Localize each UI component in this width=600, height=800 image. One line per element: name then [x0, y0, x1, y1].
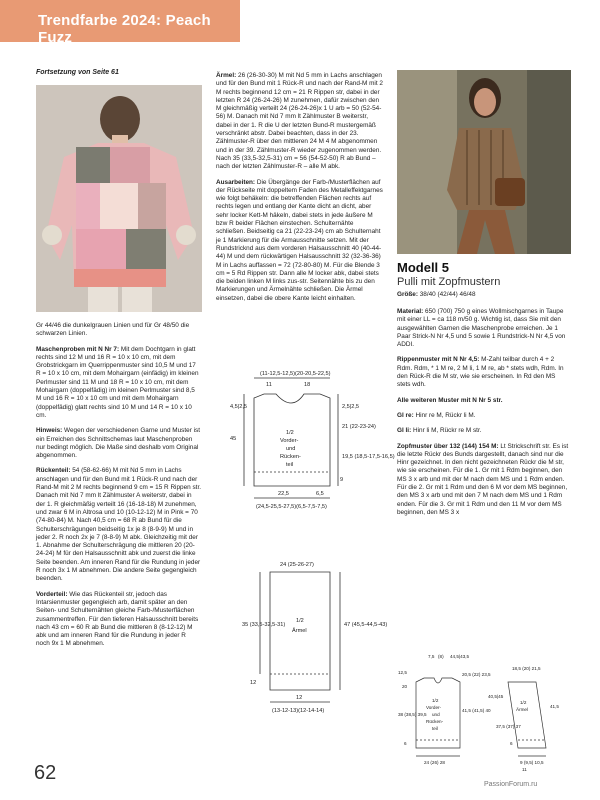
column-left — [36, 322, 201, 656]
schema3-label-1: 1/2 — [432, 698, 439, 703]
schema2-rib: 12 — [250, 680, 257, 686]
col3-para-1 — [397, 308, 569, 349]
schema4-label-1: 1/2 — [520, 700, 527, 705]
schema3-left-2: 20 — [402, 684, 408, 689]
col2-para-2 — [216, 179, 384, 303]
section-banner — [0, 0, 240, 46]
schema2-label-1: 1/2 — [296, 618, 304, 624]
schema3-rib: 6 — [404, 741, 407, 746]
schema-sleeve — [240, 556, 388, 726]
schema3-left-3: 38 (38,5) 39,5 — [398, 712, 427, 717]
col2-para-2-text: Die Übergänge der Farb-/Musterflächen auf der Rückseite mit doppeltem Faden des Metalleffektgarnes wie folgt behäkeln: die betreffenden Flächen rechts auf rechts legen und entlang der Kante dicht an dicht, aber sehr locker Kett-M häkeln, dabei stets in jede äußere M bzw R beider Flächen einstechen. Schulternähte schließen. Beidseitig ca 21 (22-23-24) cm ab Schulternaht je 1 Markierung für die Armausschnitte setzen. Mit der Rundstricknd aus dem vorderen Halsausschnitt 40 (40-44-44) M und dem rückwärtigen Halsausschnitt 32 (32-36-36) M in Lachs auffassen = 72 (72-80-80) M. Für die Blende 3 cm = 5 Rd Rippen str. Dann alle M locker abk, dabei stets die beiden linken M links zus-str. Seitennähte bis zu den Markierungen und Ärmelnähte schließen. Die Ärmel einsetzen, dabei die obere Kante leicht einhalten. — [216, 178, 383, 302]
schema1-label-2: Vorder- — [280, 438, 299, 444]
col2-para-1-heading: Ärmel: — [216, 72, 237, 79]
schema4-mid: 37,5 (37) 37 — [496, 724, 521, 729]
col1-para-2 — [36, 346, 201, 421]
sweater-back-illustration — [36, 85, 202, 312]
size-label: Größe: — [397, 291, 418, 298]
schema3-right-1: 20,5 (22) 23,5 — [462, 672, 491, 677]
schema4-right: 41,5 — [550, 704, 559, 709]
schema3-label-3: und — [432, 712, 440, 717]
col3-para-6-heading: Zopfmuster über 132 (144) 154 M: — [397, 442, 499, 450]
schema4-rib: 6 — [510, 741, 513, 746]
schema1-right-low: 19,5 (18,5-17,5-16,5) — [342, 454, 395, 460]
continuation-note: Fortsetzung von Seite 61 — [36, 69, 119, 76]
footer-watermark: PassionForum.ru — [484, 781, 538, 788]
col3-para-3 — [397, 397, 569, 405]
col3-para-5-text: Hinr li M, Rückr re M str. — [411, 427, 482, 435]
schema3-top-2: (8) — [438, 654, 444, 659]
schema1-label-5: teil — [286, 462, 294, 468]
model-photo — [397, 70, 571, 254]
schema2-left: 35 (33,5-32,5-31) — [242, 622, 286, 628]
schema1-label-1: 1/2 — [286, 430, 294, 436]
schema1-rib: 9 — [340, 477, 344, 483]
col2-para-1 — [216, 72, 384, 172]
schema4-label-2: Ärmel — [516, 707, 528, 712]
schema4-top: 18,5 (20) 21,5 — [512, 666, 541, 671]
col1-para-5-text: Wie das Rückenteil str, jedoch das Intarsienmuster gegengleich arb, damit später an den Seiten- und Schulternähten gleiche Farb-/Musterflächen zusammentreffen. Für den tieferen Halsausschnitt bereits nach 43 cm = 60 R ab Bund die mittleren 8 (8-12-12) M abk und am inneren Rand für die Rundung in jeder R noch 9x 1 M abnehmen. — [36, 590, 199, 648]
schema-model5-sleeve — [486, 652, 570, 772]
col2-para-1-text: 26 (26-30-30) M mit Nd 5 mm in Lachs anschlagen und für den Bund mit 1 Rück-R und nach der Rand-M mit 2 M rechts beginnend 12 cm = 21 R Rippen str, dabei in der letzten R 24 (26-24-26) M zunehmen, dafür zwischen den M gleichmäßig verteilt 24 (26-24-26)x 1 U arb = 50 (52-54-56) M. Danach mit Nd 7 mm lt Zählmuster B weiterstr, dabei in der 1. R die U der letzten Bund-R mustergemäß verschränkt abstr. Dabei beachten, dass in der 23. Zählmuster-R über den mittleren 24 M 4 M abgenommen und in der 39. Zählmuster-R wieder zugenommen werden. Nach 35 (33,5-32,5-31) cm = 56 (54-52-50) R ab Bund – nach der letzten Zählmuster-R – alle M abk. — [216, 72, 383, 171]
col3-para-5-heading: Gl li: — [397, 427, 412, 435]
schema2-label-2: Ärmel — [292, 628, 307, 634]
col3-para-2-heading: Rippenmuster mit N Nr 4,5: — [397, 356, 480, 364]
col3-para-4-heading: Gl re: — [397, 411, 414, 419]
col3-para-1-text: 650 (700) 750 g eines Wollmischgarnes in Taupe mit einer LL = ca 118 m/50 g. Wichtig ist, dass Sie mit den ausgewählten Garnen die Maschenprobe erreichen. Je 1 Paar Strick-N Nr 4,5 und 5 sowie 1 Rundstrick-N Nr 4,5 von ADDI. — [397, 308, 566, 349]
col3-para-1-heading: Material: — [397, 308, 424, 315]
col1-para-4-heading: Rückenteil: — [36, 467, 71, 475]
page-number: 62 — [34, 762, 57, 784]
col3-para-2-text: M-Zahl teilbar durch 4 + 2 Rdm. Rdm, * 1 M re, 2 M li, 1 M re, ab * stets wdh, Rdm. In den Rück-R die M str, wie sie erscheinen. In Rd den MS stets wdh. — [397, 356, 564, 389]
schema1-top: (11-12,5-12,5)(20-20,5-22,5) — [260, 371, 331, 377]
banner-title: Trendfarbe 2024: Peach Fuzz — [38, 12, 211, 46]
schema1-right-mid: 21 (22-23-24) — [342, 424, 376, 430]
model-size — [397, 291, 476, 298]
col3-para-6-text: Lt Strickschrift str. Es ist die letzte Rückr des Bunds dargestellt, danach sind nur die Hinr gezeichnet. In den nicht gezeichneten Rückr die M str, wie sie erscheinen. Für die 1. Gr mit 1 Rdm beginnen, den MS 3 x arb und mit der M nach dem MS und 1 Rdm enden. Für die 2. Gr mit 1 Rdm und den 6 M vor dem MS beginnen, den MS 3 x arb und mit den 7 M nach dem MS und 1 Rdm enden. Für die 3. Gr mit 1 Rdm und den 11 M vor dem MS beginnen, den MS 3 x — [397, 442, 569, 516]
schema1-left-small: 4,5|2,5 — [230, 404, 248, 410]
schema1-height: 45 — [230, 436, 237, 442]
column-right — [397, 308, 569, 524]
model-title: Modell 5 — [397, 260, 450, 275]
schema-front-back — [220, 368, 395, 518]
model-illustration — [397, 70, 571, 254]
model-subtitle: Pulli mit Zopfmustern — [397, 276, 501, 288]
schema1-label-4: Rücken- — [280, 454, 301, 460]
sweater-back-photo — [36, 85, 202, 312]
schema1-right-top: 2,5|2,5 — [342, 404, 360, 410]
schema3-bottom: 24 (26) 28 — [424, 760, 445, 765]
schema1-top-right: 18 — [304, 382, 311, 388]
col3-para-2 — [397, 356, 569, 389]
schema3-left-1: 12,5 — [398, 670, 407, 675]
col1-para-1: Gr 44/46 die dunkelgrauen Linien und für Gr 48/50 die schwarzen Linien. — [36, 322, 190, 338]
schema1-bottom-1: 22,5 — [278, 491, 289, 497]
col3-para-5 — [397, 427, 569, 435]
schema-model5-body — [398, 652, 491, 772]
column-middle — [216, 72, 384, 310]
col3-para-3-text: Alle weiteren Muster mit N Nr 5 str. — [397, 396, 503, 404]
schema3-label-5: teil — [432, 726, 438, 731]
schema4-rib-2: 11 — [522, 767, 527, 772]
col1-para-4-text: 54 (58-62-66) M mit Nd 5 mm in Lachs anschlagen und für den Bund mit 1 Rück-R und nach der Rand-M mit 2 M rechts beginnend 9 cm = 15 R Rippen str. Danach mit Nd 7 mm lt Zählmuster A weiterstr, dabei in der 1. R gleichmäßig verteilt 16 (16-18-18) M zunehmen, und zwar 6 M in Altrosa und 10 (10-12-12) M in Pink = 70 (74-80-84) M. Nach 40,5 cm = 68 R ab Bund für die Schulterschrägungen beidseitig 1x je 8 (8-9-9) M und in jeder 2. R noch 2x je 7 (8-8-9) M abk. Gleichzeitig mit der 1. Abnahme der Schulterschrägung die mittleren 20 (20-24-24) M für den Halsausschnitt abk und zuerst die linke Seite beenden. Am inneren Rand für die Rundung in jeder R noch 3x 1 M abnehmen. Die andere Seite gegengleich beenden. — [36, 467, 201, 583]
schema3-top-1: 7,5 — [428, 654, 435, 659]
schema3-right-2: 41,5 (41,5) 40 — [462, 708, 491, 713]
col1-para-2-text: Mit dem Dochtgarn in glatt rechts sind 12 M und 16 R = 10 x 10 cm, mit dem Grobstrickgarn im Querrippenmuster sind 10,5 M und 17 R = 10 x 10 cm, mit dem Mohairgarn (einfädig) im kleinen Perlmuster sind 11 M und 18 R = 10 x 10 cm, mit dem Mohairgarn (doppelfädig) im kleinen Perlmuster sind 8,5 M und 16 R = 10 x 10 cm und mit dem Mohairgarn (doppelfädig) glatt rechts sind 10 M und 14 R = 10 x 10 cm. — [36, 345, 199, 419]
schema4-left: 40,5|45 — [488, 694, 504, 699]
size-value: 38/40 (42/44) 46/48 — [417, 291, 476, 298]
col1-para-3-heading: Hinweis: — [36, 427, 63, 435]
schema1-top-left: 11 — [266, 382, 272, 388]
col1-para-5-heading: Vorderteil: — [36, 590, 68, 598]
schema1-bottom-3: (24,5-25,5-27,5)(6,5-7,5-7,5) — [256, 504, 327, 510]
schema2-bottom-2: (13-12-13)(12-14-14) — [272, 708, 325, 714]
schema2-top: 24 (25-26-27) — [280, 562, 314, 568]
col1-para-3 — [36, 427, 201, 460]
schema1-bottom-2: 6,5 — [316, 491, 324, 497]
col3-para-6 — [397, 443, 569, 518]
schema3-top-3: 44,5|43,5 — [450, 654, 470, 659]
schema4-bottom: 9 (9,5) 10,5 — [520, 760, 544, 765]
schema2-right: 47 (45,5-44,5-43) — [344, 622, 388, 628]
schema3-label-2: Vorder- — [426, 705, 442, 710]
col3-para-4-text: Hinr re M, Rückr li M. — [413, 411, 476, 419]
col1-para-4 — [36, 467, 201, 583]
col1-para-5 — [36, 591, 201, 649]
col3-para-4 — [397, 412, 569, 420]
col1-para-2-heading: Maschenproben mit N Nr 7: — [36, 345, 120, 353]
schema3-label-4: Rücken- — [426, 719, 444, 724]
col2-para-2-heading: Ausarbeiten: — [216, 178, 256, 186]
schema1-label-3: und — [286, 446, 296, 452]
schema2-bottom: 12 — [296, 695, 303, 701]
col1-para-3-text: Wegen der verschiedenen Garne und Muster ist ein Erreichen des Schnittschemas laut Maschenproben nur bedingt möglich. Die Maße sind deshalb vom Original abgenommen. — [36, 427, 200, 460]
